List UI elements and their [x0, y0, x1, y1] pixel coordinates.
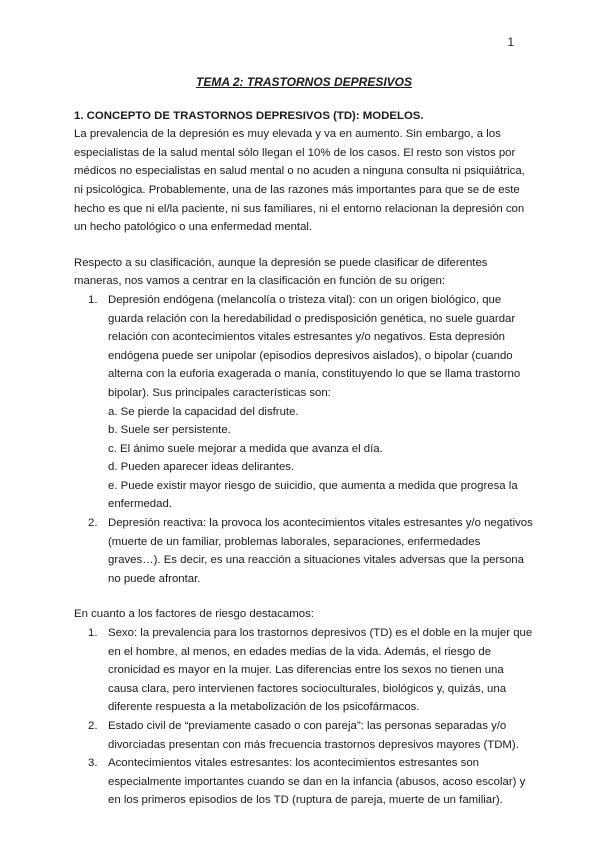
list-number: 3.: [88, 757, 98, 770]
list-number: 1.: [88, 293, 98, 306]
list-item-text: Depresión endógena (melancolía o tristeza vital): con un origen biológico, que guarda relación con la heredabilidad o predisposición genética, no suele guardar relación con acontecimientos vitales estresantes y/o negativos. Esta depresión endógena puede ser unipolar (episodios depresivos aislados), o bipolar (cuando alterna con la euforia exagerada o manía, constituyendo lo que se llama trastorno bipolar). Sus principales características son:: [108, 293, 521, 399]
risk-intro: En cuanto a los factores de riesgo destacamos:: [74, 608, 314, 621]
sub-item: a. Se pierde la capacidad del disfrute.: [108, 405, 299, 418]
risk-factors-list: [74, 624, 534, 810]
list-item: [74, 717, 534, 754]
list-number: 2.: [88, 720, 98, 732]
list-item: [74, 754, 534, 810]
list-item-text: Acontecimientos vitales estresantes: los acontecimientos estresantes son especialmente importantes cuando se dan en la infancia (abusos, acoso escolar) y en los primeros episodios de los TD (ruptura de pareja, muerte de un familiar).: [108, 757, 526, 807]
characteristics-list: [108, 403, 534, 515]
list-item-text: Sexo: la prevalencia para los trastornos depresivos (TD) es el doble en la mujer que en el hombre, al menos, en edades medias de la vida. Además, el riesgo de cronicidad es mayor en la mujer. Las diferencias entre los sexos no tienen una causa clara, pero intervienen factores socioculturales, biológicos y, quizás, una diferente respuesta a la metabolización de los psicofármacos.: [108, 627, 533, 714]
classification-intro: Respecto a su clasificación, aunque la depresión se puede clasificar de diferentes maneras, nos vamos a centrar en la clasificación en función de su origen:: [74, 256, 488, 288]
intro-paragraph: La prevalencia de la depresión es muy elevada y va en aumento. Sin embargo, a los especialistas de la salud mental sólo llegan el 10% de los casos. El resto son vistos por médicos no especialistas en salud mental o no acuden a ninguna consulta ni psiquiátrica, ni psicológica. Probablemente, una de las razones más importantes para que se de este hecho es que ni el/la paciente, ni sus familiares, ni el entorno relacionan la depresión con un hecho patológico o una enfermedad mental.: [74, 128, 525, 234]
page-number: 1: [507, 37, 514, 49]
list-number: 1.: [88, 627, 98, 640]
spacer: [74, 588, 534, 605]
list-item: [74, 514, 534, 588]
section-heading: 1. CONCEPTO DE TRASTORNOS DEPRESIVOS (TD): MODELOS.: [74, 109, 424, 122]
list-number: 2.: [88, 517, 98, 530]
page-title: TEMA 2: TRASTORNOS DEPRESIVOS: [195, 75, 413, 89]
list-item-text: Estado civil de “previamente casado o con pareja”: las personas separadas y/o divorciadas presentan con más frecuencia trastornos depresivos mayores (TDM).: [108, 720, 519, 751]
sub-item: e. Puede existir mayor riesgo de suicidio, que aumenta a medida que progresa la enfermedad.: [108, 479, 518, 511]
sub-item: b. Suele ser persistente.: [108, 424, 231, 437]
sub-item: d. Pueden aparecer ideas delirantes.: [108, 461, 295, 474]
document-body: [74, 73, 534, 810]
sub-item: c. El ánimo suele mejorar a medida que avanza el día.: [108, 442, 383, 455]
list-item-text: Depresión reactiva: la provoca los acontecimientos vitales estresantes y/o negativos (muerte de un familiar, problemas laborales, separaciones, enfermedades graves…). Es decir, es una reacción a situaciones vitales adversas que la persona no puede afrontar.: [108, 517, 533, 585]
classification-list: [74, 291, 534, 589]
list-item: [74, 624, 534, 717]
spacer: [74, 237, 534, 254]
list-item: [74, 291, 534, 514]
